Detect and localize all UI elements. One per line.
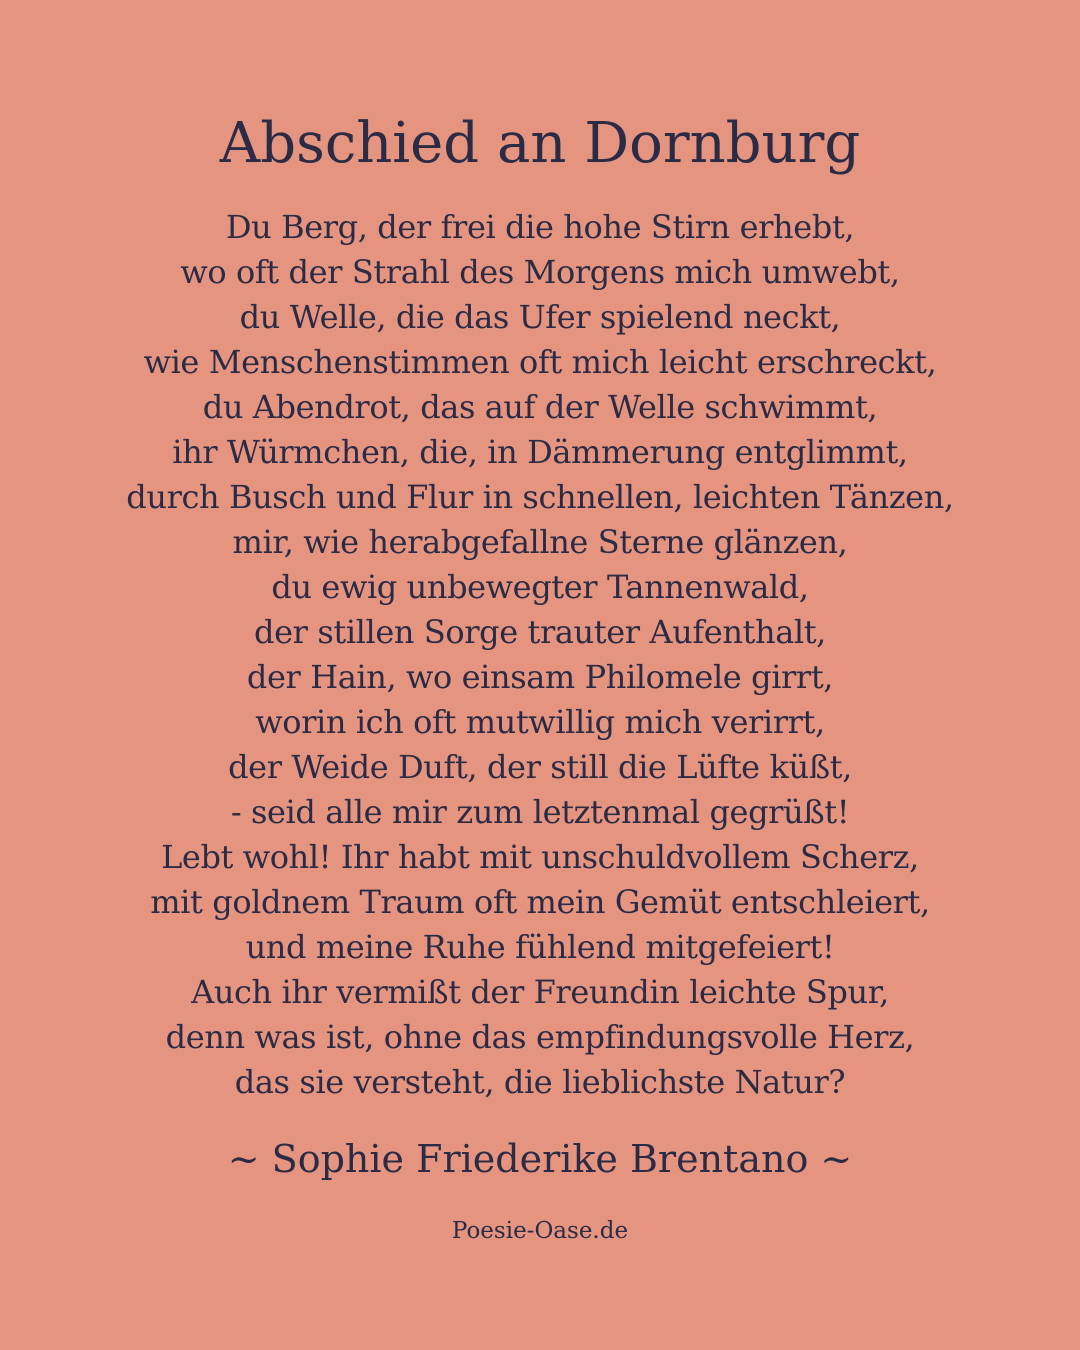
- poem-line: Lebt wohl! Ihr habt mit unschuldvollem Scherz,: [161, 838, 919, 876]
- poem-line: ihr Würmchen, die, in Dämmerung entglimmt,: [172, 433, 908, 471]
- poem-line: du ewig unbewegter Tannenwald,: [271, 568, 809, 606]
- site-credit: Poesie-Oase.de: [451, 1218, 629, 1244]
- poem-line: der Hain, wo einsam Philomele girrt,: [246, 658, 834, 696]
- poem-body: [0, 205, 1080, 1105]
- poem-line: der stillen Sorge trauter Aufenthalt,: [254, 613, 826, 651]
- poem-line: wo oft der Strahl des Morgens mich umwebt,: [180, 253, 900, 291]
- poem-line: du Abendrot, das auf der Welle schwimmt,: [202, 388, 878, 426]
- poem-line: worin ich oft mutwillig mich verirrt,: [255, 703, 825, 741]
- poem-line: durch Busch und Flur in schnellen, leichten Tänzen,: [126, 478, 954, 516]
- poem-line: der Weide Duft, der still die Lüfte küßt,: [228, 748, 852, 786]
- poem-line: mir, wie herabgefallne Sterne glänzen,: [232, 523, 848, 561]
- poem-line: Du Berg, der frei die hohe Stirn erhebt,: [225, 208, 855, 246]
- poem-line: wie Menschenstimmen oft mich leicht erschreckt,: [143, 343, 937, 381]
- poem-line: - seid alle mir zum letztenmal gegrüßt!: [230, 793, 850, 831]
- poem-line: das sie versteht, die lieblichste Natur?: [234, 1063, 846, 1101]
- poem-line: Auch ihr vermißt der Freundin leichte Spur,: [191, 973, 889, 1011]
- poem-line: denn was ist, ohne das empfindungsvolle Herz,: [165, 1018, 915, 1056]
- poem-line: du Welle, die das Ufer spielend neckt,: [239, 298, 841, 336]
- poem-author: ~ Sophie Friederike Brentano ~: [227, 1137, 853, 1181]
- poem-line: und meine Ruhe fühlend mitgefeiert!: [245, 928, 835, 966]
- poem-title: Abschied an Dornburg: [219, 111, 861, 176]
- poem-line: mit goldnem Traum oft mein Gemüt entschleiert,: [150, 883, 930, 921]
